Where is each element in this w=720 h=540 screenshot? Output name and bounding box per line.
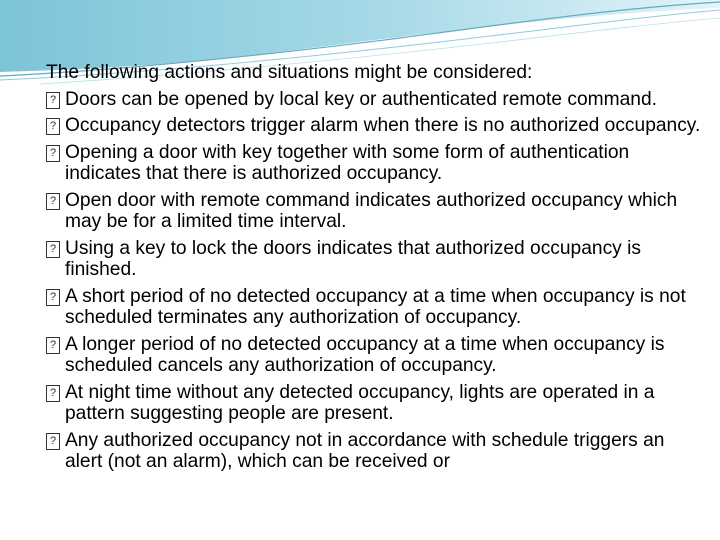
bullet-marker-icon: ? [46, 337, 60, 354]
list-item [46, 286, 706, 329]
bullet-marker-icon: ? [46, 193, 60, 210]
list-item [46, 190, 706, 233]
bullet-marker-icon: ? [46, 92, 60, 109]
bullet-marker-icon: ? [46, 145, 60, 162]
bullet-list [46, 89, 706, 473]
list-item [46, 115, 706, 137]
bullet-text: A short period of no detected occupancy at a time when occupancy is not scheduled terminates any authorization of occupancy. [65, 285, 686, 328]
bullet-text: Opening a door with key together with some form of authentication indicates that there is authorized occupancy. [65, 141, 630, 184]
bullet-text: Doors can be opened by local key or authenticated remote command. [65, 88, 657, 110]
list-item [46, 430, 706, 473]
bullet-marker-icon: ? [46, 241, 60, 258]
list-item [46, 382, 706, 425]
bullet-marker-icon: ? [46, 118, 60, 135]
list-item [46, 142, 706, 185]
bullet-text: At night time without any detected occupancy, lights are operated in a pattern suggesting people are present. [65, 381, 655, 424]
list-item [46, 89, 706, 111]
bullet-marker-icon: ? [46, 289, 60, 306]
bullet-text: Occupancy detectors trigger alarm when there is no authorized occupancy. [65, 115, 701, 136]
list-item [46, 238, 706, 281]
bullet-text: Using a key to lock the doors indicates that authorized occupancy is finished. [65, 237, 641, 280]
bullet-text: Any authorized occupancy not in accordance with schedule triggers an alert (not an alarm), which can be received or [65, 429, 665, 472]
list-item [46, 334, 706, 377]
bullet-marker-icon: ? [46, 433, 60, 450]
intro-text: The following actions and situations might be considered: [46, 62, 533, 83]
bullet-text: Open door with remote command indicates authorized occupancy which may be for a limited time interval. [65, 189, 678, 232]
bullet-text: A longer period of no detected occupancy at a time when occupancy is scheduled cancels any authorization of occupancy. [65, 333, 665, 376]
bullet-marker-icon: ? [46, 385, 60, 402]
slide-content [46, 62, 706, 473]
